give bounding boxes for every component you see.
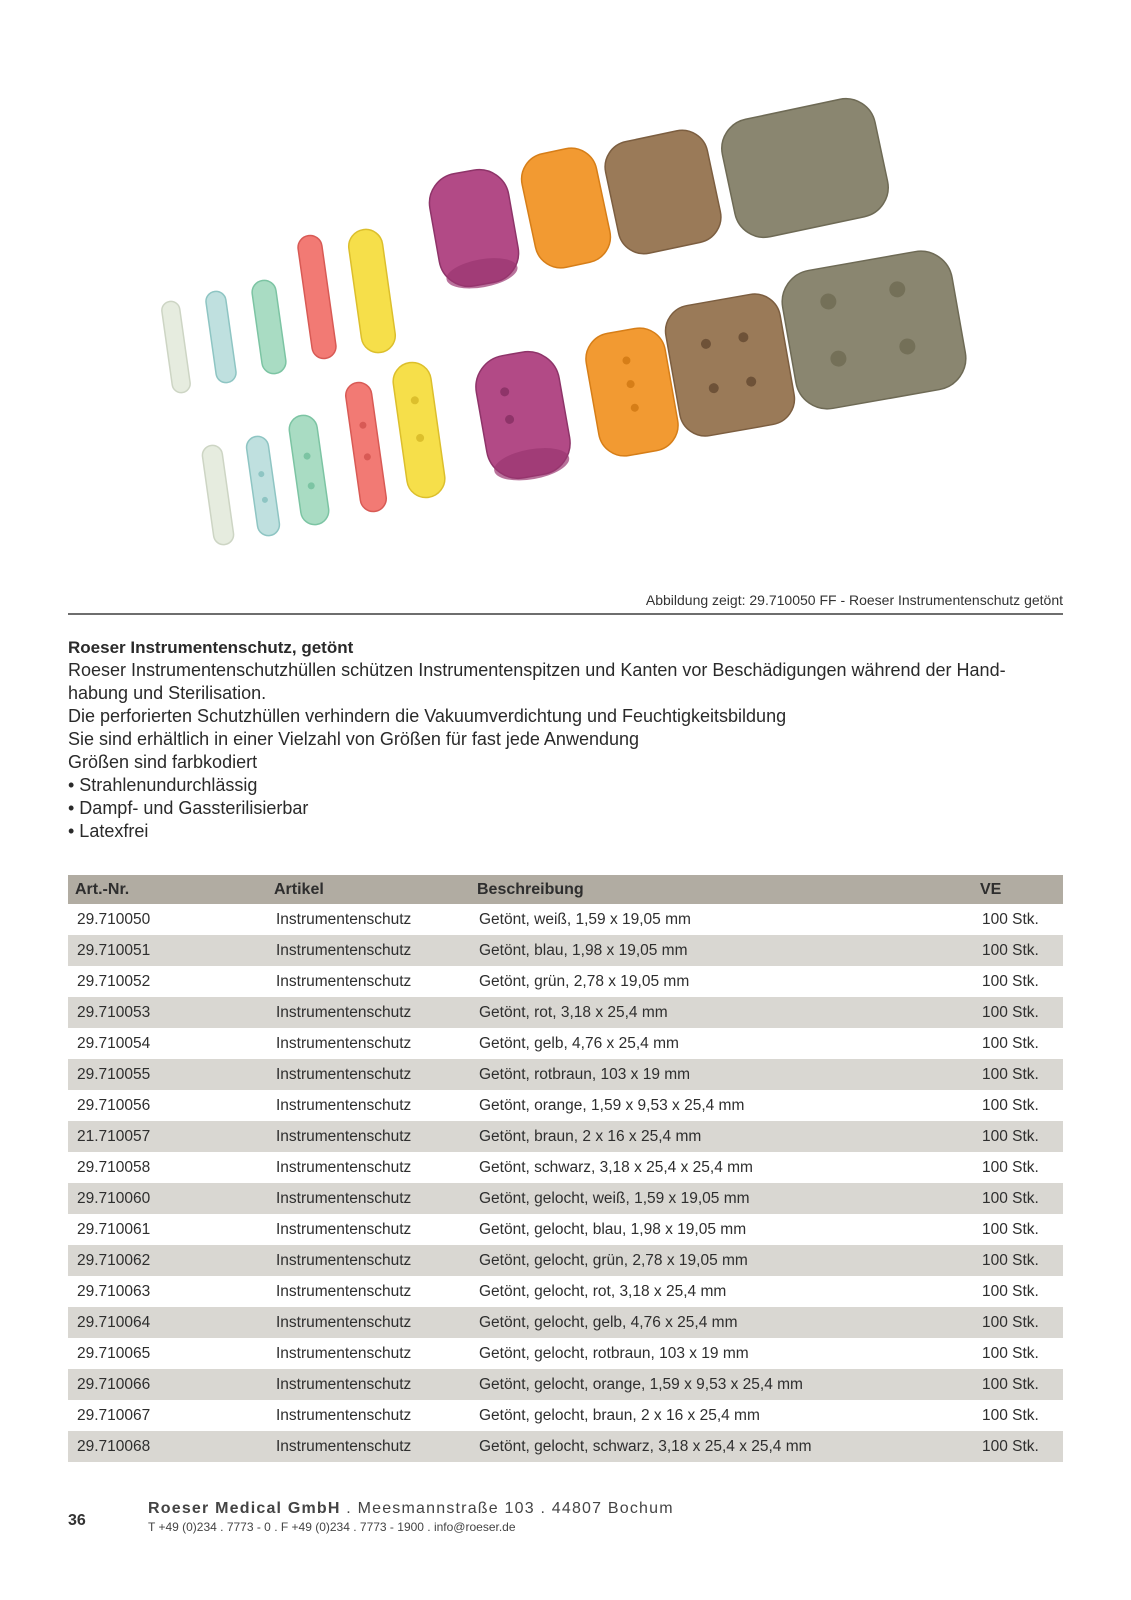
cell-artikel: Instrumentenschutz	[276, 1034, 412, 1052]
cell-beschreibung: Getönt, gelocht, rotbraun, 103 x 19 mm	[479, 1344, 749, 1362]
cell-artikel: Instrumentenschutz	[267, 1431, 470, 1462]
cell-artikel: Instrumentenschutz	[267, 1121, 470, 1152]
cell-ve: 100 Stk.	[973, 997, 1063, 1028]
cap-orange-top	[517, 143, 615, 272]
footer	[148, 1500, 674, 1534]
cell-art-nr: 29.710051	[68, 935, 267, 966]
cell-ve: 100 Stk.	[982, 910, 1039, 928]
table-row	[68, 1307, 1063, 1338]
sleeve-green-bottom	[287, 414, 330, 527]
cell-beschreibung: Getönt, braun, 2 x 16 x 25,4 mm	[470, 1121, 973, 1152]
intro-section	[68, 636, 1063, 843]
table-row	[68, 1338, 1063, 1369]
sleeve-red-top	[296, 234, 337, 360]
header-ve: VE	[973, 875, 1063, 904]
table-row	[68, 1431, 1063, 1462]
intro-line: habung und Sterilisation.	[68, 683, 267, 703]
cell-art-nr: 29.710062	[68, 1245, 267, 1276]
footer-contact: T +49 (0)234 . 7773 - 0 . F +49 (0)234 . 7773 - 1900 . info@roeser.de	[148, 1520, 516, 1534]
cell-art-nr: 29.710055	[68, 1059, 267, 1090]
cell-beschreibung: Getönt, gelocht, blau, 1,98 x 19,05 mm	[479, 1220, 747, 1238]
cell-artikel: Instrumentenschutz	[267, 1059, 470, 1090]
figure-caption: Abbildung zeigt: 29.710050 FF - Roeser Instrumentenschutz getönt	[645, 592, 1063, 608]
table-header-row	[68, 875, 1063, 904]
cell-artikel: Instrumentenschutz	[276, 1220, 412, 1238]
cell-ve: 100 Stk.	[982, 972, 1039, 990]
cell-artikel: Instrumentenschutz	[276, 972, 412, 990]
table-body	[68, 904, 1063, 1462]
cell-ve: 100 Stk.	[982, 1220, 1039, 1238]
cell-ve: 100 Stk.	[973, 935, 1063, 966]
cell-artikel: Instrumentenschutz	[267, 1369, 470, 1400]
cell-ve: 100 Stk.	[973, 1059, 1063, 1090]
intro-line: Die perforierten Schutzhüllen verhindern die Vakuumverdichtung und Feuchtigkeitsbildung	[68, 706, 787, 726]
table-row	[68, 1369, 1063, 1400]
intro-line: Roeser Instrumentenschutzhüllen schützen Instrumentenspitzen und Kanten vor Beschädigungen während der Hand-	[68, 660, 1006, 680]
cell-artikel: Instrumentenschutz	[276, 1282, 412, 1300]
cell-art-nr: 29.710064	[68, 1307, 267, 1338]
cell-ve: 100 Stk.	[982, 1034, 1039, 1052]
cell-beschreibung: Getönt, rot, 3,18 x 25,4 mm	[470, 997, 973, 1028]
table-row	[68, 1245, 1063, 1276]
header-beschreibung: Beschreibung	[470, 875, 973, 904]
cell-art-nr: 29.710052	[77, 972, 151, 990]
cell-beschreibung: Getönt, blau, 1,98 x 19,05 mm	[470, 935, 973, 966]
page-number: 36	[68, 1512, 86, 1529]
cell-ve: 100 Stk.	[973, 1431, 1063, 1462]
sleeve-yellow-top	[347, 227, 398, 355]
cell-art-nr: 29.710050	[77, 910, 151, 928]
cell-artikel: Instrumentenschutz	[276, 1158, 412, 1176]
cell-art-nr: 29.710066	[68, 1369, 267, 1400]
table-row	[68, 1276, 1063, 1307]
feature-bullet: • Latexfrei	[68, 821, 149, 841]
cell-art-nr: 21.710057	[68, 1121, 267, 1152]
cell-artikel: Instrumentenschutz	[267, 935, 470, 966]
cap-brown-top	[600, 125, 725, 258]
table-row	[68, 1059, 1063, 1090]
cell-beschreibung: Getönt, gelocht, grün, 2,78 x 19,05 mm	[470, 1245, 973, 1276]
sleeve-white-bottom	[201, 444, 235, 546]
product-photo	[68, 60, 1063, 590]
section-title: Roeser Instrumentenschutz, getönt	[68, 638, 354, 657]
cell-art-nr: 29.710060	[68, 1183, 267, 1214]
cell-art-nr: 29.710061	[77, 1220, 151, 1238]
cell-art-nr: 29.710058	[77, 1158, 151, 1176]
table-row	[68, 1183, 1063, 1214]
cell-beschreibung: Getönt, gelocht, weiß, 1,59 x 19,05 mm	[470, 1183, 973, 1214]
footer-company: Roeser Medical GmbH	[148, 1500, 341, 1517]
cell-ve: 100 Stk.	[982, 1096, 1039, 1114]
cap-black-bottom	[777, 246, 971, 414]
cell-artikel: Instrumentenschutz	[267, 1245, 470, 1276]
table-row	[68, 1214, 1063, 1245]
cell-ve: 100 Stk.	[982, 1282, 1039, 1300]
cell-beschreibung: Getönt, gelocht, orange, 1,59 x 9,53 x 25,4 mm	[470, 1369, 973, 1400]
cap-brown-bottom	[661, 290, 798, 440]
feature-bullet: • Strahlenundurchlässig	[68, 775, 258, 795]
table-row	[68, 966, 1063, 997]
cell-artikel: Instrumentenschutz	[276, 910, 412, 928]
table-row	[68, 1400, 1063, 1431]
cell-ve: 100 Stk.	[982, 1344, 1039, 1362]
cell-art-nr: 29.710068	[68, 1431, 267, 1462]
cell-ve: 100 Stk.	[973, 1183, 1063, 1214]
sleeve-yellow-bottom	[391, 360, 448, 500]
table-row	[68, 997, 1063, 1028]
cell-artikel: Instrumentenschutz	[276, 1096, 412, 1114]
sleeve-blue-top	[205, 290, 238, 384]
intro-line: Sie sind erhältlich in einer Vielzahl von Größen für fast jede Anwendung	[68, 729, 640, 749]
table-row	[68, 1090, 1063, 1121]
cell-beschreibung: Getönt, gelb, 4,76 x 25,4 mm	[479, 1034, 679, 1052]
cell-beschreibung: Getönt, gelocht, gelb, 4,76 x 25,4 mm	[470, 1307, 973, 1338]
cell-art-nr: 29.710063	[77, 1282, 151, 1300]
cell-artikel: Instrumentenschutz	[276, 1344, 412, 1362]
cap-black-top	[716, 93, 894, 243]
cell-art-nr: 29.710056	[77, 1096, 151, 1114]
cell-art-nr: 29.710065	[77, 1344, 151, 1362]
cell-beschreibung: Getönt, weiß, 1,59 x 19,05 mm	[479, 910, 691, 928]
product-table	[68, 875, 1063, 1462]
cell-ve: 100 Stk.	[973, 1369, 1063, 1400]
cell-art-nr: 29.710054	[77, 1034, 151, 1052]
cell-artikel: Instrumentenschutz	[276, 1406, 412, 1424]
divider	[68, 613, 1063, 615]
sleeve-white-top	[161, 300, 192, 394]
cell-beschreibung: Getönt, rotbraun, 103 x 19 mm	[470, 1059, 973, 1090]
cell-art-nr: 29.710067	[77, 1406, 151, 1424]
cell-beschreibung: Getönt, grün, 2,78 x 19,05 mm	[479, 972, 690, 990]
cell-art-nr: 29.710053	[68, 997, 267, 1028]
intro-line: Größen sind farbkodiert	[68, 752, 258, 772]
cell-artikel: Instrumentenschutz	[267, 1183, 470, 1214]
cell-ve: 100 Stk.	[973, 1245, 1063, 1276]
cell-beschreibung: Getönt, gelocht, rot, 3,18 x 25,4 mm	[479, 1282, 727, 1300]
table-row	[68, 1121, 1063, 1152]
sleeve-green-top	[251, 279, 288, 375]
cell-artikel: Instrumentenschutz	[267, 1307, 470, 1338]
sleeve-red-bottom	[344, 381, 388, 513]
cell-artikel: Instrumentenschutz	[267, 997, 470, 1028]
cell-beschreibung: Getönt, gelocht, schwarz, 3,18 x 25,4 x 25,4 mm	[470, 1431, 973, 1462]
footer-address: . Meesmannstraße 103 . 44807 Bochum	[340, 1500, 674, 1517]
table-row	[68, 1152, 1063, 1183]
cell-beschreibung: Getönt, orange, 1,59 x 9,53 x 25,4 mm	[479, 1096, 745, 1114]
header-art-nr: Art.-Nr.	[68, 875, 267, 904]
table-row	[68, 1028, 1063, 1059]
cell-beschreibung: Getönt, gelocht, braun, 2 x 16 x 25,4 mm	[479, 1406, 760, 1424]
cell-ve: 100 Stk.	[982, 1406, 1039, 1424]
cell-ve: 100 Stk.	[973, 1307, 1063, 1338]
cell-ve: 100 Stk.	[982, 1158, 1039, 1176]
table-row	[68, 935, 1063, 966]
cell-ve: 100 Stk.	[973, 1121, 1063, 1152]
sleeve-blue-bottom	[245, 435, 281, 537]
header-artikel: Artikel	[267, 875, 470, 904]
table-row	[68, 904, 1063, 935]
cell-beschreibung: Getönt, schwarz, 3,18 x 25,4 x 25,4 mm	[479, 1158, 753, 1176]
feature-bullet: • Dampf- und Gassterilisierbar	[68, 798, 309, 818]
